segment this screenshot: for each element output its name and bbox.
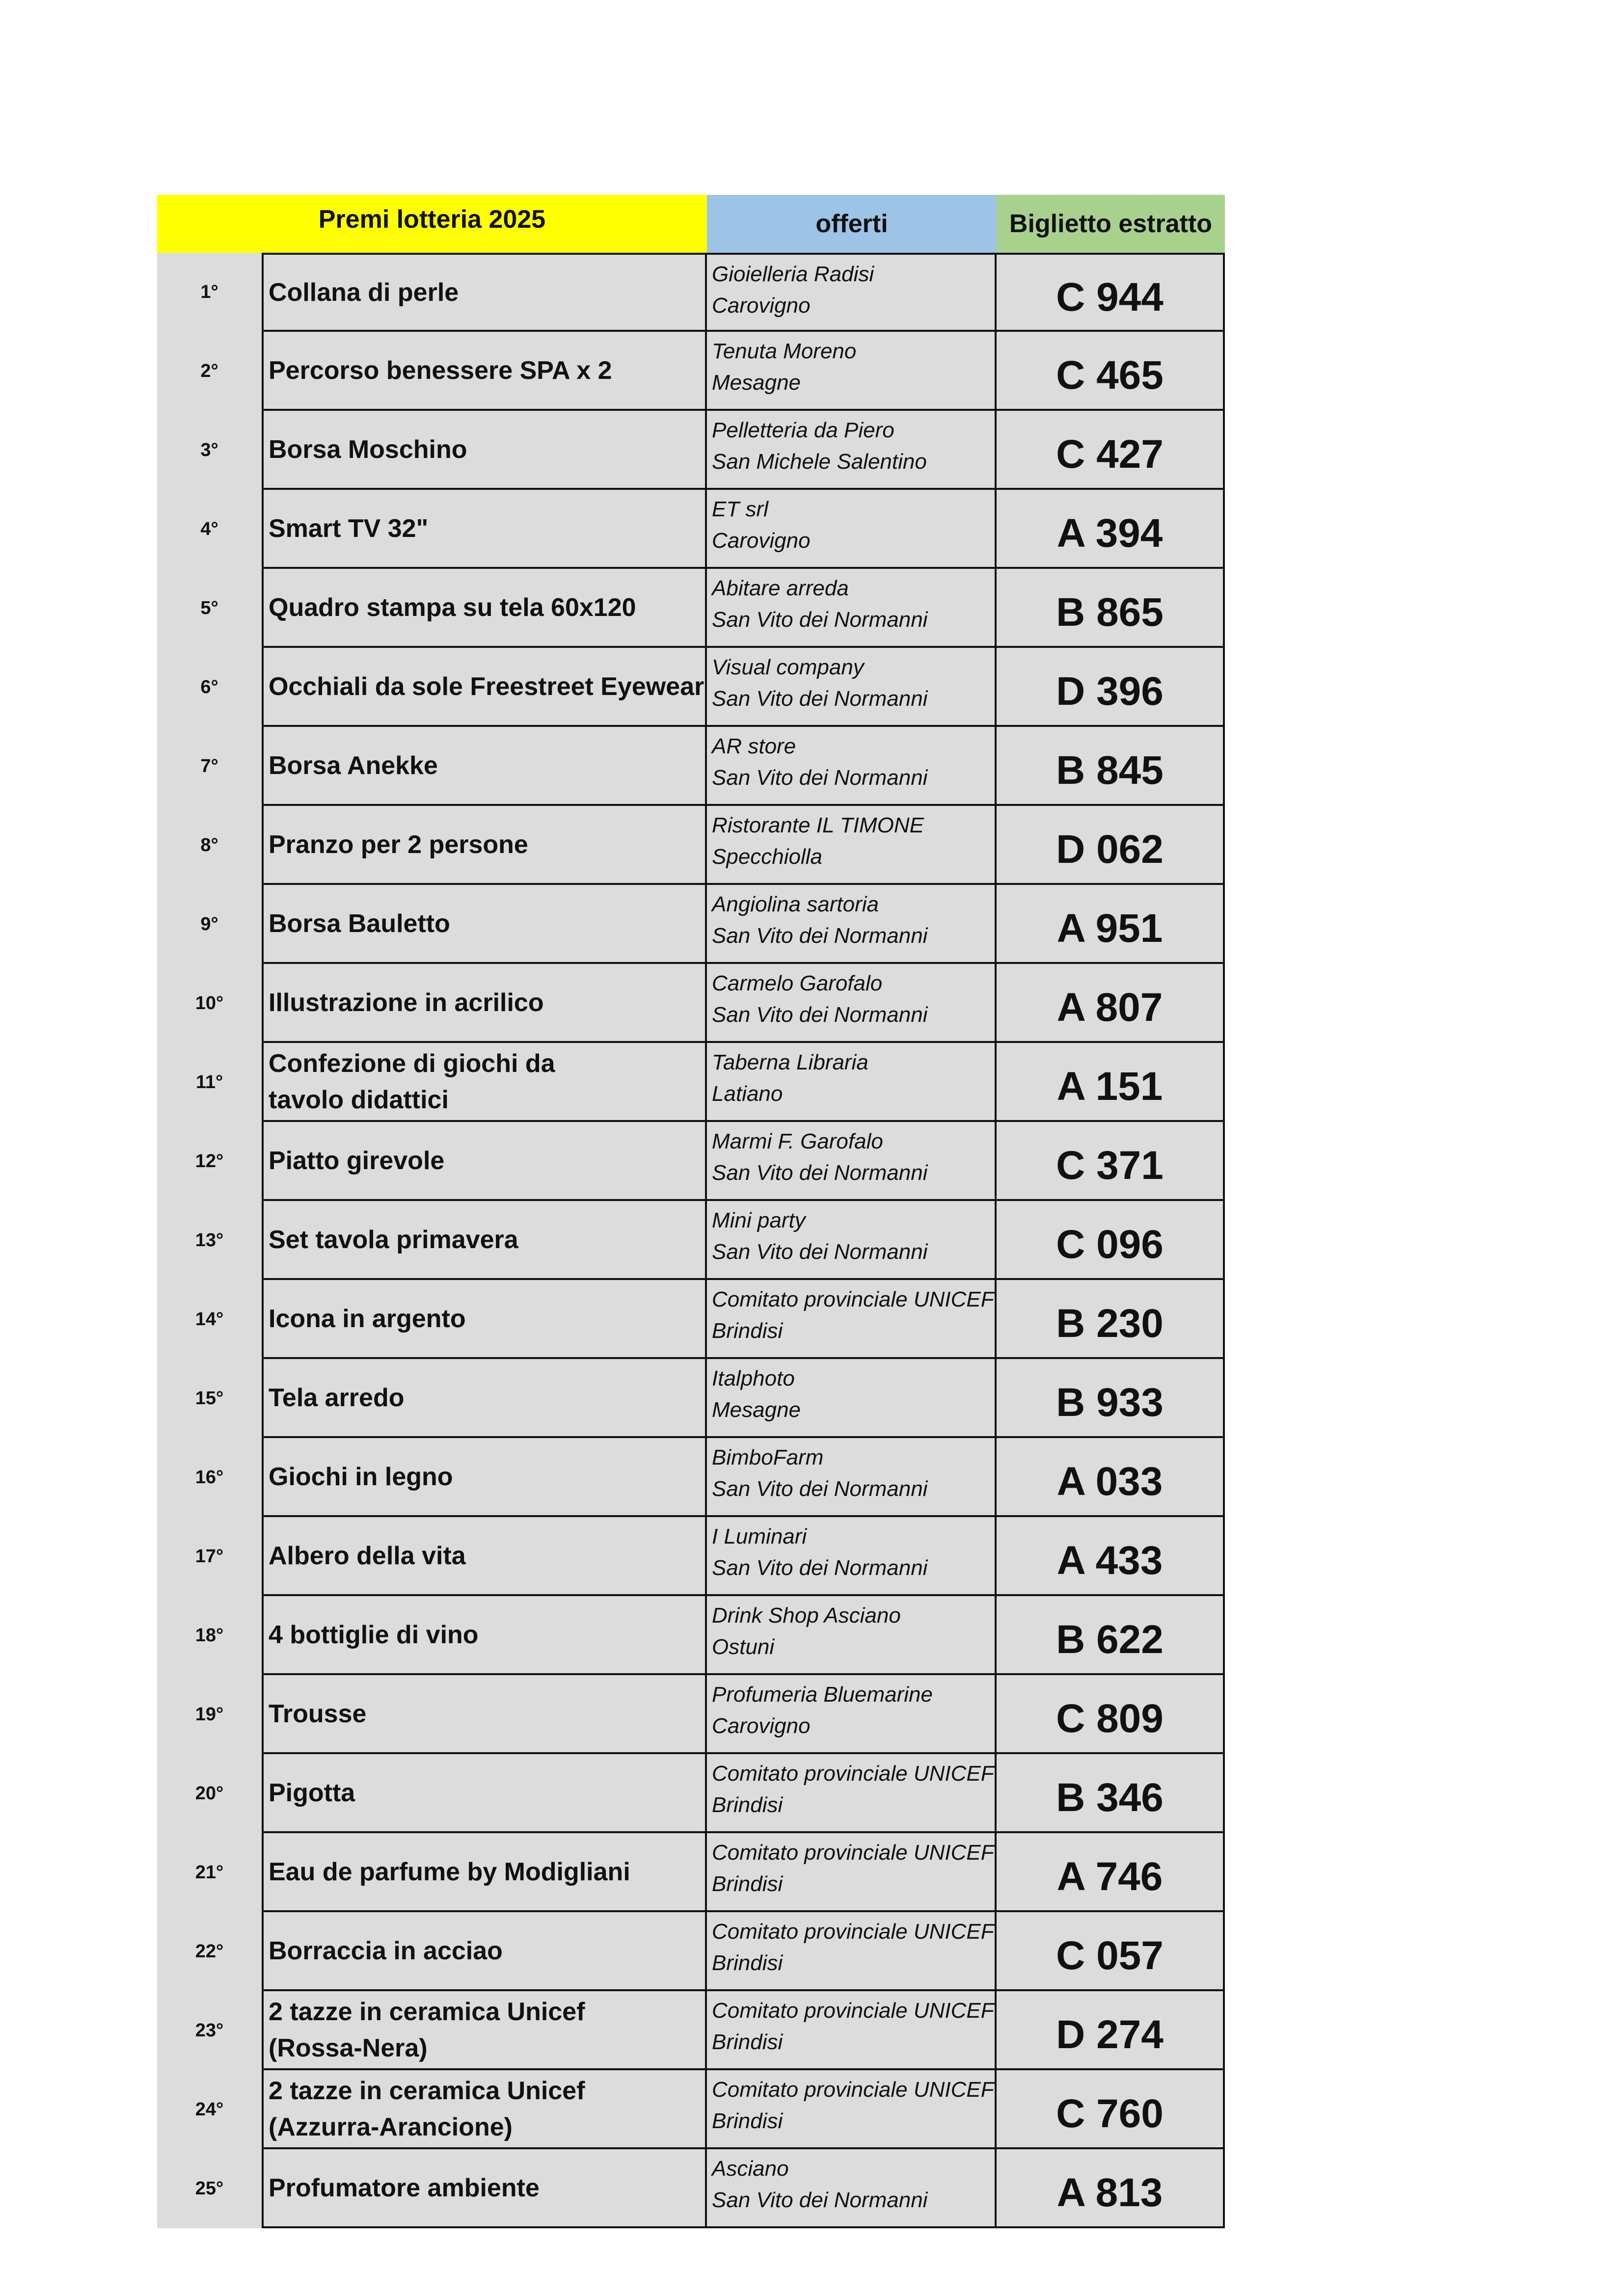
offer-name: Taberna Libraria <box>712 1050 868 1074</box>
table-row <box>157 1359 1225 1438</box>
table-header <box>157 195 1225 253</box>
offer-name: Comitato provinciale UNICEF <box>712 2078 994 2102</box>
ticket-cell: A 394 <box>997 490 1225 569</box>
offer-place: San Vito dei Normanni <box>712 1477 928 1501</box>
prize-cell: Occhiali da sole Freestreet Eyewear <box>262 648 707 727</box>
offer-name: Comitato provinciale UNICEF <box>712 1999 994 2023</box>
prize-cell: Borsa Anekke <box>262 727 707 806</box>
offer-name: Comitato provinciale UNICEF <box>712 1920 994 1944</box>
offer-name: Asciano <box>712 2157 789 2181</box>
table-row <box>157 964 1225 1043</box>
prize-cell: Confezione di giochi da tavolo didattici <box>262 1043 707 1122</box>
rank-cell: 16° <box>157 1438 262 1517</box>
offer-name: ET srl <box>712 497 768 521</box>
offer-cell <box>707 648 997 727</box>
offer-name: Tenuta Moreno <box>712 339 857 363</box>
offer-name: Gioielleria Radisi <box>712 262 874 286</box>
prize-cell: Icona in argento <box>262 1280 707 1359</box>
offer-cell <box>707 490 997 569</box>
rank-cell: 22° <box>157 1912 262 1991</box>
offer-place: Carovigno <box>712 1714 811 1738</box>
prize-cell: Profumatore ambiente <box>262 2149 707 2228</box>
offer-place: Brindisi <box>712 1319 783 1343</box>
offer-cell <box>707 1438 997 1517</box>
offer-place: Brindisi <box>712 2030 783 2054</box>
offer-name: Visual company <box>712 655 864 679</box>
prize-cell: Tela arredo <box>262 1359 707 1438</box>
prize-cell: 2 tazze in ceramica Unicef (Rossa-Nera) <box>262 1991 707 2070</box>
ticket-cell: B 622 <box>997 1596 1225 1675</box>
ticket-cell: C 465 <box>997 332 1225 411</box>
ticket-cell: D 062 <box>997 806 1225 885</box>
offer-cell <box>707 569 997 648</box>
table-row <box>157 411 1225 490</box>
offer-place: San Michele Salentino <box>712 450 927 474</box>
rank-cell: 10° <box>157 964 262 1043</box>
ticket-cell: A 033 <box>997 1438 1225 1517</box>
offer-cell <box>707 1833 997 1912</box>
prize-cell: Trousse <box>262 1675 707 1754</box>
prize-cell: Borraccia in acciao <box>262 1912 707 1991</box>
offer-cell <box>707 1754 997 1833</box>
prize-cell: Smart TV 32" <box>262 490 707 569</box>
ticket-cell: C 809 <box>997 1675 1225 1754</box>
prize-cell: Pranzo per 2 persone <box>262 806 707 885</box>
offer-cell <box>707 332 997 411</box>
offer-place: San Vito dei Normanni <box>712 924 928 948</box>
offer-place: Brindisi <box>712 1793 783 1817</box>
offer-name: Profumeria Bluemarine <box>712 1682 933 1707</box>
rank-cell: 20° <box>157 1754 262 1833</box>
table-row <box>157 569 1225 648</box>
prize-cell: Borsa Bauletto <box>262 885 707 964</box>
table-row <box>157 253 1225 332</box>
offer-place: Mesagne <box>712 371 801 395</box>
prize-cell: Borsa Moschino <box>262 411 707 490</box>
table-row <box>157 1596 1225 1675</box>
table-row <box>157 1912 1225 1991</box>
rank-cell: 6° <box>157 648 262 727</box>
table-row <box>157 1517 1225 1596</box>
offer-name: Comitato provinciale UNICEF <box>712 1762 994 1786</box>
rank-cell: 14° <box>157 1280 262 1359</box>
prize-cell: Giochi in legno <box>262 1438 707 1517</box>
rank-cell: 11° <box>157 1043 262 1122</box>
offer-name: Pelletteria da Piero <box>712 418 894 442</box>
rank-cell: 17° <box>157 1517 262 1596</box>
offer-place: Carovigno <box>712 529 811 553</box>
offer-place: Brindisi <box>712 1872 783 1896</box>
offer-place: San Vito dei Normanni <box>712 1240 928 1264</box>
table-row <box>157 1280 1225 1359</box>
offer-cell <box>707 1043 997 1122</box>
offer-cell <box>707 1201 997 1280</box>
rank-cell: 15° <box>157 1359 262 1438</box>
offer-cell <box>707 1912 997 1991</box>
offer-name: Comitato provinciale UNICEF <box>712 1841 994 1865</box>
rank-cell: 8° <box>157 806 262 885</box>
offer-name: BimboFarm <box>712 1445 824 1469</box>
rank-cell: 4° <box>157 490 262 569</box>
offer-cell <box>707 411 997 490</box>
table-row <box>157 648 1225 727</box>
table-row <box>157 1675 1225 1754</box>
offer-cell <box>707 1359 997 1438</box>
header-ticket: Biglietto estratto <box>997 195 1225 253</box>
prize-cell: Collana di perle <box>262 253 707 332</box>
offer-cell <box>707 1991 997 2070</box>
prize-cell: Eau de parfume by Modigliani <box>262 1833 707 1912</box>
offer-place: San Vito dei Normanni <box>712 1556 928 1580</box>
ticket-cell: A 813 <box>997 2149 1225 2228</box>
rank-cell: 5° <box>157 569 262 648</box>
table-row <box>157 1833 1225 1912</box>
rank-cell: 2° <box>157 332 262 411</box>
offer-place: Carovigno <box>712 294 811 318</box>
offer-cell <box>707 1280 997 1359</box>
ticket-cell: C 760 <box>997 2070 1225 2149</box>
ticket-cell: C 427 <box>997 411 1225 490</box>
offer-place: San Vito dei Normanni <box>712 687 928 711</box>
offer-name: Italphoto <box>712 1366 795 1390</box>
ticket-cell: B 230 <box>997 1280 1225 1359</box>
rank-cell: 18° <box>157 1596 262 1675</box>
offer-place: San Vito dei Normanni <box>712 2188 928 2212</box>
rank-cell: 13° <box>157 1201 262 1280</box>
offer-name: AR store <box>712 734 796 758</box>
lottery-prize-table <box>157 195 1225 2228</box>
rank-cell: 19° <box>157 1675 262 1754</box>
rank-cell: 12° <box>157 1122 262 1201</box>
offer-place: Brindisi <box>712 1951 783 1975</box>
offer-place: Latiano <box>712 1082 783 1106</box>
header-offer: offerti <box>707 195 997 253</box>
offer-place: Ostuni <box>712 1635 775 1659</box>
rank-cell: 3° <box>157 411 262 490</box>
offer-cell <box>707 1517 997 1596</box>
ticket-cell: B 933 <box>997 1359 1225 1438</box>
table-row <box>157 1991 1225 2070</box>
prize-cell: 2 tazze in ceramica Unicef (Azzurra-Arancione) <box>262 2070 707 2149</box>
offer-cell <box>707 1675 997 1754</box>
prize-cell: 4 bottiglie di vino <box>262 1596 707 1675</box>
table-row <box>157 490 1225 569</box>
offer-cell <box>707 806 997 885</box>
offer-name: Marmi F. Garofalo <box>712 1129 883 1153</box>
offer-cell <box>707 2149 997 2228</box>
table-row <box>157 2149 1225 2228</box>
offer-place: San Vito dei Normanni <box>712 1161 928 1185</box>
ticket-cell: C 057 <box>997 1912 1225 1991</box>
table-row <box>157 885 1225 964</box>
ticket-cell: D 274 <box>997 1991 1225 2070</box>
offer-name: Ristorante IL TIMONE <box>712 813 924 837</box>
rank-cell: 25° <box>157 2149 262 2228</box>
rank-cell: 24° <box>157 2070 262 2149</box>
ticket-cell: A 151 <box>997 1043 1225 1122</box>
table-row <box>157 1201 1225 1280</box>
ticket-cell: A 951 <box>997 885 1225 964</box>
rank-cell: 21° <box>157 1833 262 1912</box>
table-row <box>157 1438 1225 1517</box>
ticket-cell: A 746 <box>997 1833 1225 1912</box>
ticket-cell: B 845 <box>997 727 1225 806</box>
ticket-cell: C 096 <box>997 1201 1225 1280</box>
prize-cell: Illustrazione in acrilico <box>262 964 707 1043</box>
offer-name: Abitare arreda <box>712 576 849 600</box>
offer-place: Brindisi <box>712 2109 783 2133</box>
table-row <box>157 727 1225 806</box>
ticket-cell: A 433 <box>997 1517 1225 1596</box>
table-row <box>157 2070 1225 2149</box>
offer-cell <box>707 727 997 806</box>
table-row <box>157 806 1225 885</box>
prize-cell: Quadro stampa su tela 60x120 <box>262 569 707 648</box>
prize-cell: Percorso benessere SPA x 2 <box>262 332 707 411</box>
table-row <box>157 1122 1225 1201</box>
offer-place: San Vito dei Normanni <box>712 608 928 632</box>
offer-place: San Vito dei Normanni <box>712 1003 928 1027</box>
offer-name: Mini party <box>712 1208 806 1232</box>
offer-cell <box>707 885 997 964</box>
ticket-cell: C 371 <box>997 1122 1225 1201</box>
rank-cell: 23° <box>157 1991 262 2070</box>
ticket-cell: B 346 <box>997 1754 1225 1833</box>
offer-place: Mesagne <box>712 1398 801 1422</box>
offer-place: Specchiolla <box>712 845 823 869</box>
ticket-cell: A 807 <box>997 964 1225 1043</box>
offer-name: Drink Shop Asciano <box>712 1603 901 1628</box>
offer-cell <box>707 253 997 332</box>
ticket-cell: D 396 <box>997 648 1225 727</box>
offer-name: Carmelo Garofalo <box>712 971 883 995</box>
offer-cell <box>707 1122 997 1201</box>
rank-cell: 1° <box>157 253 262 332</box>
rank-cell: 7° <box>157 727 262 806</box>
table-body <box>157 253 1225 2228</box>
offer-name: I Luminari <box>712 1524 807 1548</box>
rank-cell: 9° <box>157 885 262 964</box>
offer-place: San Vito dei Normanni <box>712 766 928 790</box>
offer-cell <box>707 1596 997 1675</box>
prize-cell: Piatto girevole <box>262 1122 707 1201</box>
ticket-cell: B 865 <box>997 569 1225 648</box>
table-row <box>157 1754 1225 1833</box>
prize-cell: Albero della vita <box>262 1517 707 1596</box>
ticket-cell: C 944 <box>997 253 1225 332</box>
table-row <box>157 1043 1225 1122</box>
table-row <box>157 332 1225 411</box>
offer-cell <box>707 964 997 1043</box>
header-prize: Premi lotteria 2025 <box>157 195 707 253</box>
prize-cell: Set tavola primavera <box>262 1201 707 1280</box>
offer-cell <box>707 2070 997 2149</box>
offer-name: Angiolina sartoria <box>712 892 879 916</box>
prize-cell: Pigotta <box>262 1754 707 1833</box>
offer-name: Comitato provinciale UNICEF <box>712 1287 994 1311</box>
